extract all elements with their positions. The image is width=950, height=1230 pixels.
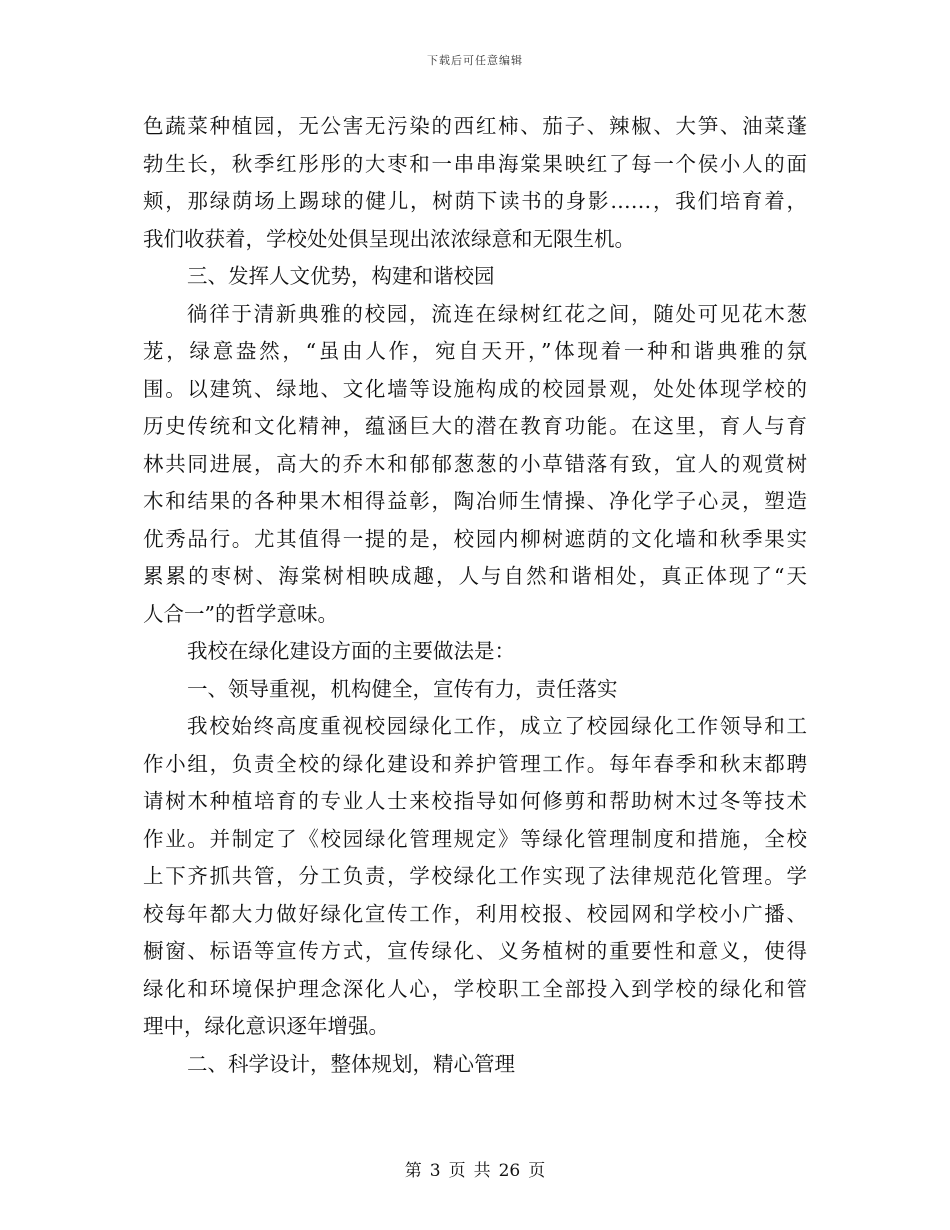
- section-heading: 一、领导重视，机构健全，宣传有力，责任落实: [187, 676, 618, 701]
- body-line: 徜徉于清新典雅的校园，流连在绿树红花之间，随处可见花木葱: [187, 301, 807, 326]
- body-line: 历史传统和文化精神，蕴涵巨大的潜在教育功能。在这里，育人与育: [143, 414, 807, 438]
- body-line: 茏，绿意盎然，“虽由人作，宛自天开，”体现着一种和谐典雅的氛: [143, 339, 807, 363]
- body-line: 颊，那绿荫场上踢球的健儿，树荫下读书的身影……，我们培育着，: [143, 189, 807, 213]
- footer-ye: 页: [448, 1161, 466, 1181]
- body-line: 请树木种植培育的专业人士来校指导如何修剪和帮助树木过冬等技术: [143, 789, 807, 813]
- body-line: 累累的枣树、海棠树相映成趣，人与自然和谐相处，真正体现了“天: [143, 564, 807, 588]
- page-footer: [0, 1156, 950, 1181]
- body-line: 围。以建筑、绿地、文化墙等设施构成的校园景观，处处体现学校的: [143, 376, 807, 401]
- body-line: 上下齐抓共管，分工负责，学校绿化工作实现了法律规范化管理。学: [143, 864, 807, 888]
- body-line: 优秀品行。尤其值得一提的是，校园内柳树遮荫的文化墙和秋季果实: [143, 526, 807, 551]
- body-line: 绿化和环境保护理念深化人心，学校职工全部投入到学校的绿化和管: [143, 976, 807, 1001]
- body-line: 我校始终高度重视校园绿化工作，成立了校园绿化工作领导和工: [187, 714, 807, 738]
- body-line: 勃生长，秋季红彤彤的大枣和一串串海棠果映红了每一个侯小人的面: [143, 151, 807, 176]
- body-line: 作小组，负责全校的绿化建设和养护管理工作。每年春季和秋末都聘: [143, 751, 807, 776]
- current-page-number: 3: [429, 1161, 441, 1181]
- body-line: 理中，绿化意识逐年增强。: [143, 1014, 389, 1038]
- body-line: 我校在绿化建设方面的主要做法是：: [187, 639, 515, 663]
- body-line: 作业。并制定了《校园绿化管理规定》等绿化管理制度和措施，全校: [143, 826, 807, 851]
- section-heading: 二、科学设计，整体规划，精心管理: [187, 1051, 515, 1076]
- footer-gong: 共: [473, 1161, 491, 1181]
- page-header: 下载后可任意编辑: [427, 54, 523, 67]
- body-line: 林共同进展，高大的乔木和郁郁葱葱的小草错落有致，宜人的观赏树: [143, 451, 807, 476]
- body-line: 木和结果的各种果木相得益彰，陶冶师生情操、净化学子心灵，塑造: [143, 489, 807, 513]
- footer-di: 第: [404, 1161, 422, 1181]
- body-line: 人合一”的哲学意味。: [143, 601, 338, 626]
- document-body: [143, 108, 807, 1083]
- body-line: 色蔬菜种植园，无公害无污染的西红柿、茄子、辣椒、大笋、油菜蓬: [143, 114, 807, 138]
- body-line: 校每年都大力做好绿化宣传工作，利用校报、校园网和学校小广播、: [143, 901, 807, 926]
- section-heading: 三、发挥人文优势，构建和谐校园: [187, 264, 495, 288]
- footer-ye: 页: [528, 1161, 546, 1181]
- total-pages-number: 26: [498, 1161, 521, 1181]
- body-line: 橱窗、标语等宣传方式，宣传绿化、义务植树的重要性和意义，使得: [143, 939, 807, 963]
- body-line: 我们收获着，学校处处俱呈现出浓浓绿意和无限生机。: [143, 226, 635, 251]
